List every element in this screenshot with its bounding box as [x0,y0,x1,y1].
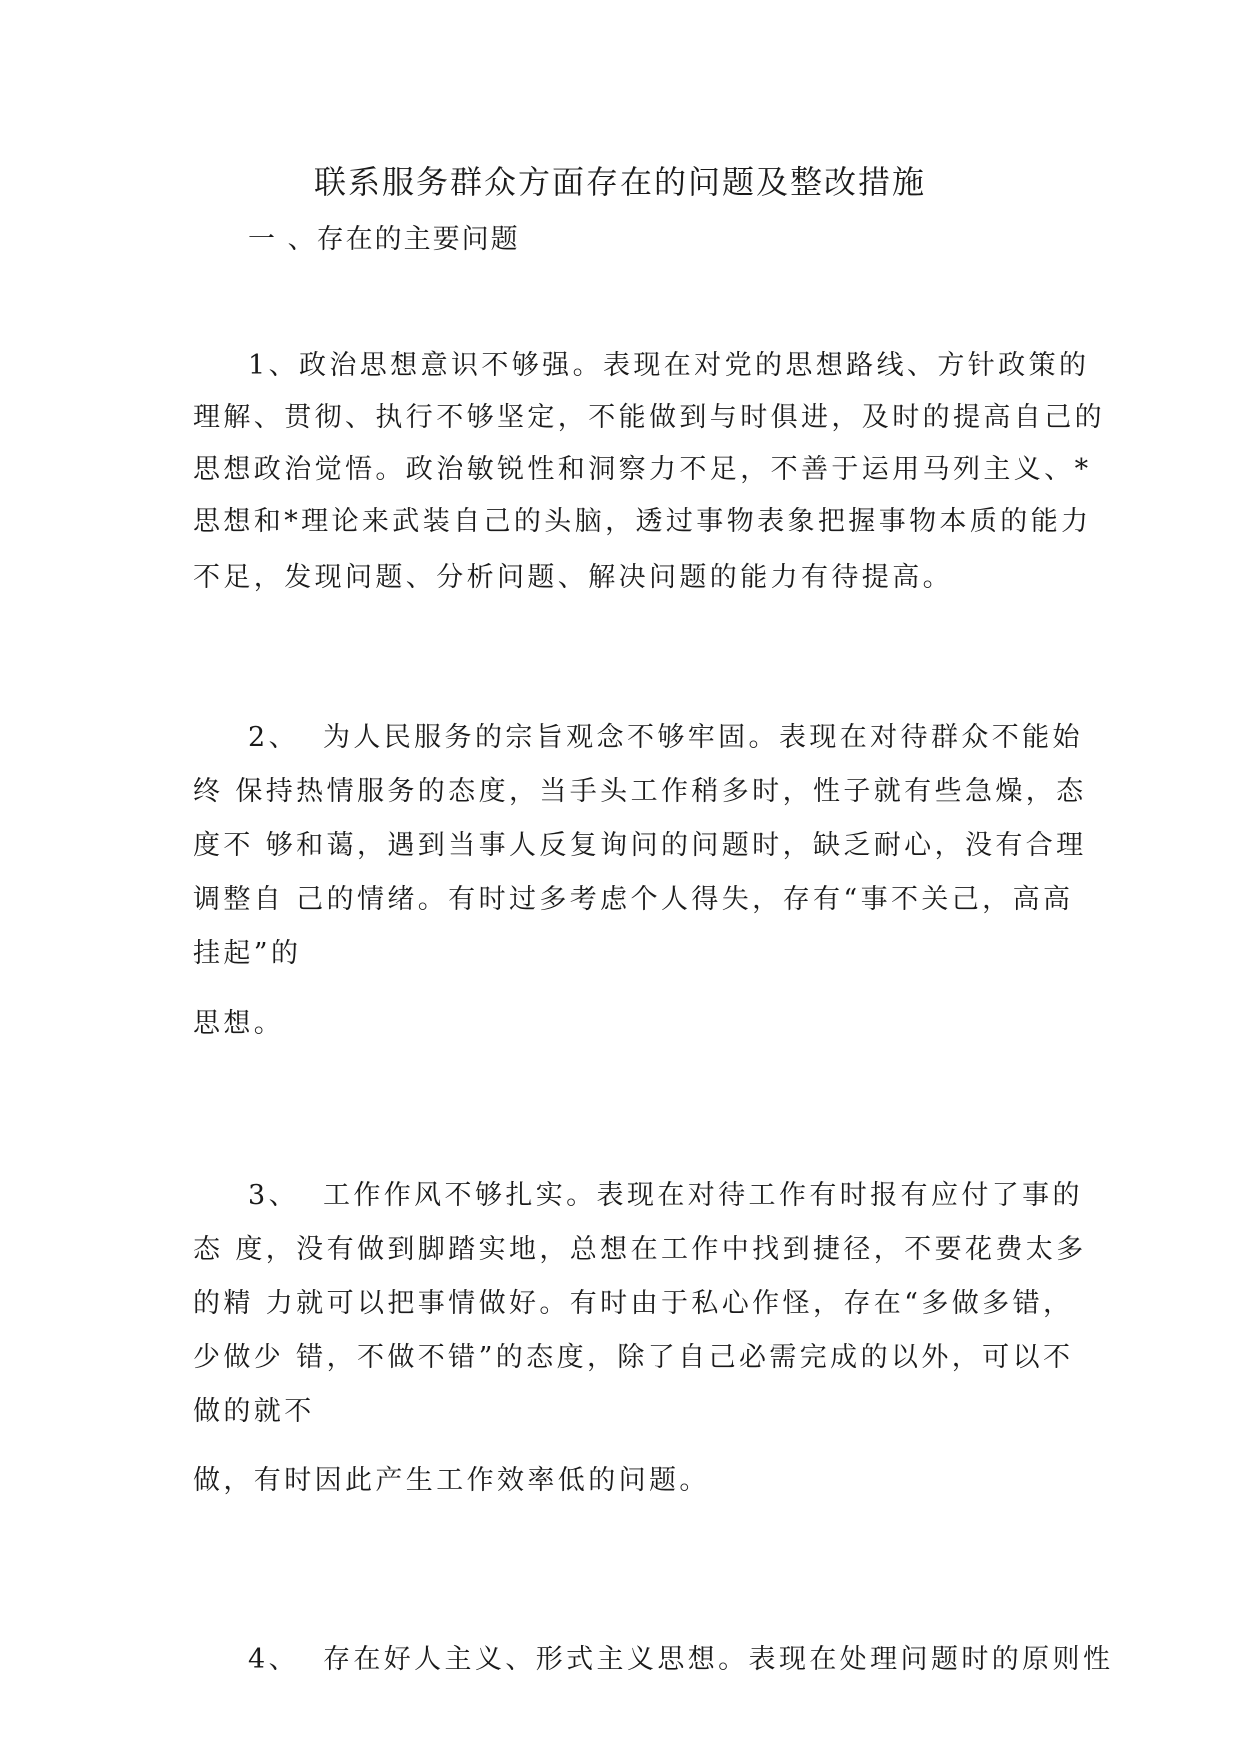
paragraph-line: 理解、贯彻、执行不够坚定，不能做到与时俱进，及时的提高自己的 [193,402,1105,433]
paragraph-line: 不足，发现问题、分析问题、解决问题的能力有待提高。 [193,562,953,593]
paragraph-line: 终 保持热情服务的态度，当手头工作稍多时，性子就有些急燥，态 [193,776,1087,807]
paragraph-line: 思想和*理论来武装自己的头脑，透过事物表象把握事物本质的能力 [193,506,1092,537]
paragraph-line: 少做少 错，不做不错”的态度，除了自己必需完成的以外，可以不 [193,1342,1074,1373]
paragraph-line: 挂起”的 [193,938,302,969]
paragraph-line: 3、 工作作风不够扎实。表现在对待工作有时报有应付了事的 [248,1180,1083,1211]
paragraph-line: 度不 够和蔼，遇到当事人反复询问的问题时，缺乏耐心，没有合理 [193,830,1087,861]
paragraph-line: 4、 存在好人主义、形式主义思想。表现在处理问题时的原则性 [248,1644,1114,1675]
paragraph-line: 态 度，没有做到脚踏实地，总想在工作中找到捷径，不要花费太多 [193,1234,1087,1265]
paragraph-line: 做的就不 [193,1396,315,1427]
document-title: 联系服务群众方面存在的问题及整改措施 [313,163,926,201]
paragraph-line: 做，有时因此产生工作效率低的问题。 [193,1465,710,1496]
paragraph-line: 调整自 己的情绪。有时过多考虑个人得失，存有“事不关己，高高 [193,884,1074,915]
paragraph-line: 思想政治觉悟。政治敏锐性和洞察力不足，不善于运用马列主义、* [193,454,1092,485]
paragraph-line: 1、政治思想意识不够强。表现在对党的思想路线、方针政策的 [248,350,1090,381]
paragraph-line: 的精 力就可以把事情做好。有时由于私心作怪，存在“多做多错， [193,1288,1074,1319]
paragraph-line: 2、 为人民服务的宗旨观念不够牢固。表现在对待群众不能始 [248,722,1083,753]
paragraph-line: 思想。 [193,1008,285,1039]
section-heading: 一 、存在的主要问题 [248,224,520,255]
